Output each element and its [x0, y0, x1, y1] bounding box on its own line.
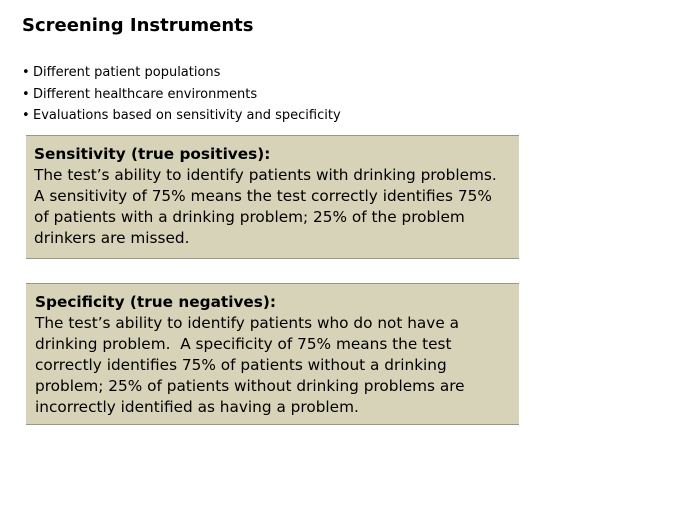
sensitivity-heading: Sensitivity (true positives): — [34, 145, 271, 163]
specificity-box — [26, 283, 519, 425]
sensitivity-box — [26, 135, 519, 259]
sensitivity-text: The test’s ability to identify patients with drinking problems. A sensitivity of 75% means the test correctly identifies 75% of patients with a drinking problem; 25% of the problem drinkers are missed. — [34, 166, 497, 247]
bullet-dot-icon: • — [22, 108, 30, 123]
bullet-dot-icon: • — [22, 65, 30, 80]
specificity-text: The test’s ability to identify patients who do not have a drinking problem. A specificity of 75% means the test correctly identifies 75% of patients without a drinking problem; 25% of patients without drinking problems are incorrectly identified as having a problem. — [35, 314, 470, 416]
bullet-dot-icon: • — [22, 86, 30, 102]
page-title: Screening Instruments — [22, 15, 254, 36]
bullet-text: Evaluations based on sensitivity and specificity — [33, 108, 341, 123]
bullet-item — [22, 84, 341, 106]
bullet-list — [22, 62, 341, 127]
bullet-text: Different patient populations — [33, 65, 221, 80]
specificity-heading: Specificity (true negatives): — [35, 293, 277, 311]
bullet-item — [22, 62, 341, 84]
bullet-text: Different healthcare environments — [33, 86, 258, 102]
bullet-item — [22, 105, 341, 127]
